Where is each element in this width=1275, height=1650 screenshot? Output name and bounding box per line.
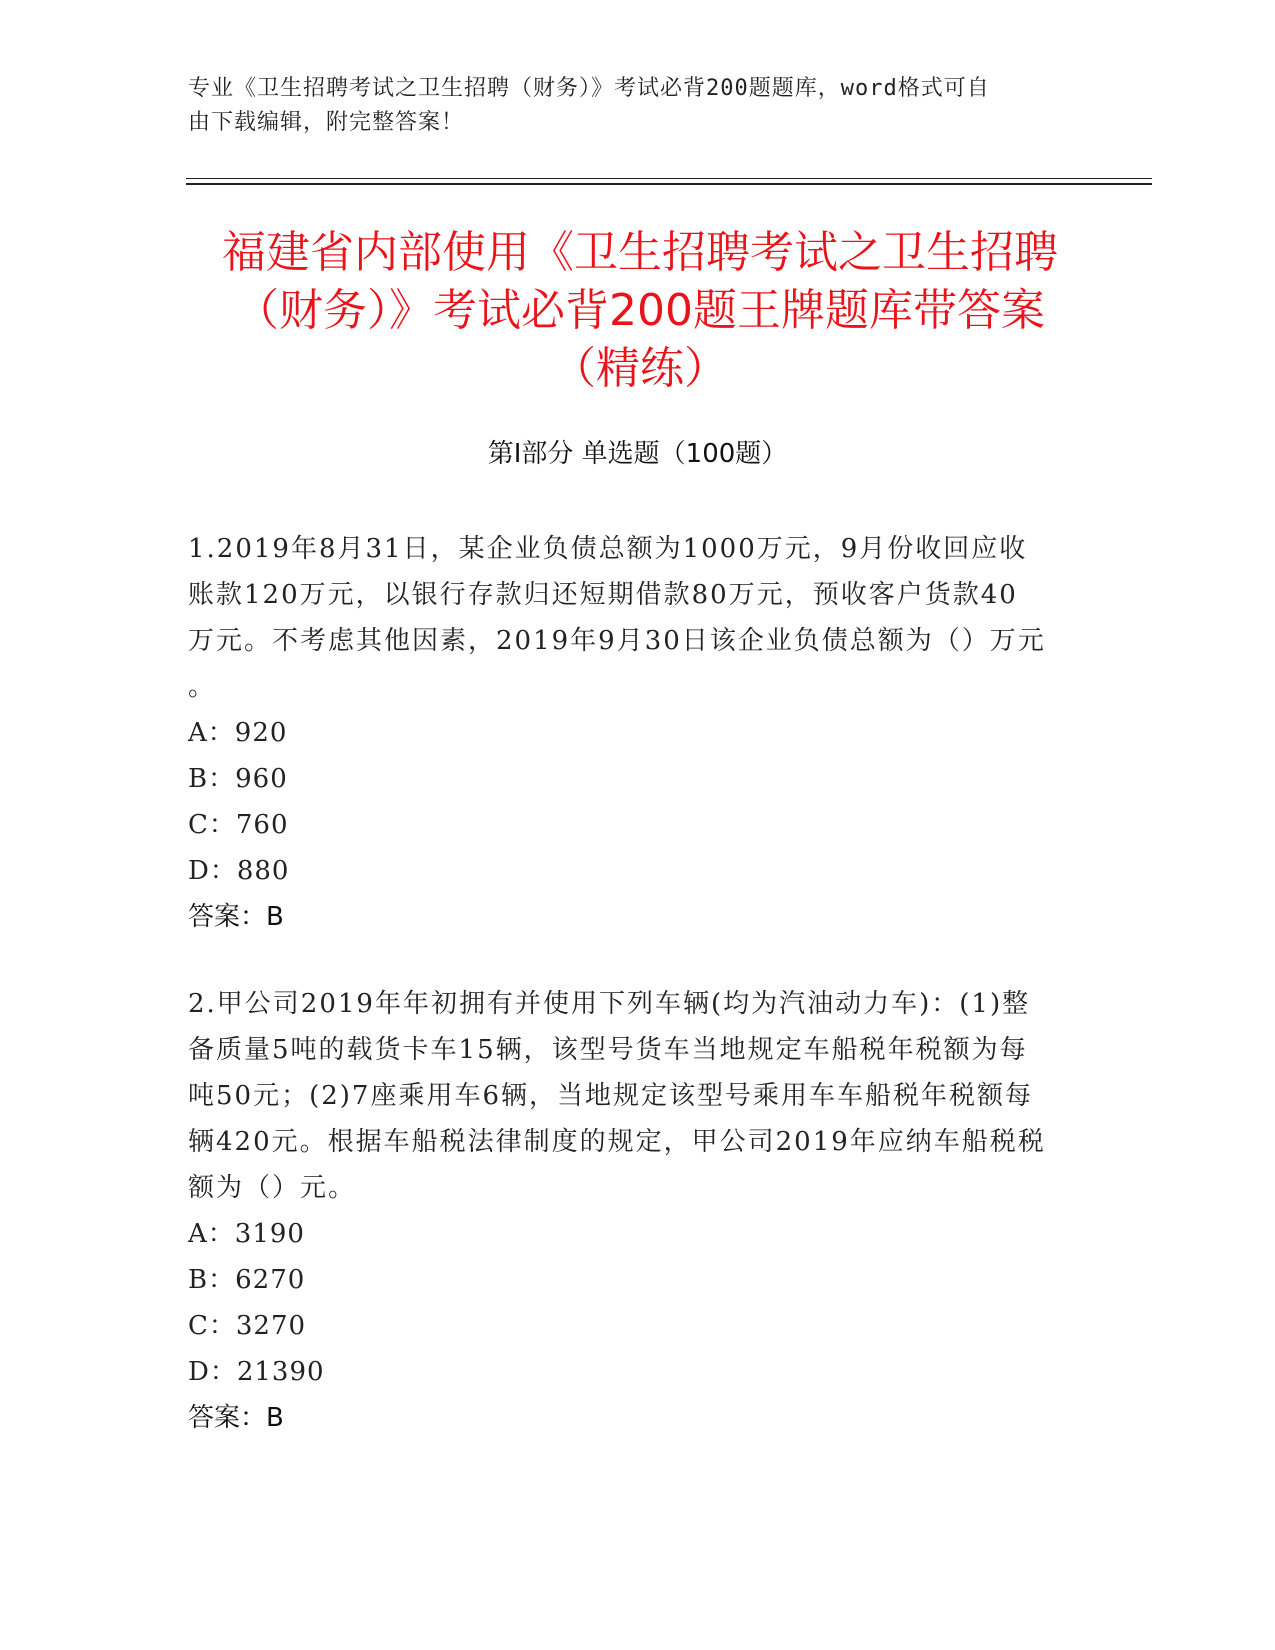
option-c: C：760	[188, 810, 289, 840]
header-note-line: 由下载编辑，附完整答案！	[188, 110, 465, 135]
question-text-line: 万元。不考虑其他因素，2019年9月30日该企业负债总额为（）万元	[188, 626, 1046, 656]
option-a: A：920	[188, 718, 288, 748]
title-line: （财务）》考试必背200题王牌题库带答案	[235, 285, 1045, 336]
title-line: （精练）	[552, 343, 728, 394]
option-b: B：960	[188, 764, 288, 794]
question-text-line: 。	[188, 672, 217, 702]
question-text-line: 1.2019年8月31日，某企业负债总额为1000万元，9月份收回应收	[188, 534, 1028, 564]
question-text-line: 吨50元；(2)7座乘用车6辆，当地规定该型号乘用车车船税年税额每	[188, 1081, 1033, 1111]
question-item	[188, 526, 1088, 940]
header-note-line: 专业《卫生招聘考试之卫生招聘（财务）》考试必背200题题库，word格式可自	[188, 76, 990, 101]
option-c: C：3270	[188, 1311, 307, 1341]
option-a: A：3190	[188, 1219, 305, 1249]
header-note	[188, 72, 1088, 140]
answer-label: 答案：B	[188, 1403, 284, 1433]
option-b: B：6270	[188, 1265, 306, 1295]
answer-label: 答案：B	[188, 902, 284, 932]
question-text-line: 2.甲公司2019年年初拥有并使用下列车辆(均为汽油动力车)：(1)整	[188, 989, 1031, 1019]
section-title: 第Ⅰ部分 单选题（100题）	[487, 439, 788, 469]
question-text	[188, 981, 1088, 1211]
header-divider-thick	[186, 183, 1152, 185]
question-text	[188, 526, 1088, 710]
question-text-line: 账款120万元，以银行存款归还短期借款80万元，预收客户货款40	[188, 580, 1018, 610]
document-title	[160, 224, 1120, 398]
option-d: D：880	[188, 856, 290, 886]
question-text-line: 备质量5吨的载货卡车15辆，该型号货车当地规定车船税年税额为每	[188, 1035, 1028, 1065]
header-divider-thin	[186, 178, 1152, 179]
title-line: 福建省内部使用《卫生招聘考试之卫生招聘	[222, 227, 1058, 278]
option-d: D：21390	[188, 1357, 325, 1387]
question-text-line: 额为（）元。	[188, 1173, 357, 1203]
question-item	[188, 981, 1088, 1441]
question-text-line: 辆420元。根据车船税法律制度的规定，甲公司2019年应纳车船税税	[188, 1127, 1046, 1157]
